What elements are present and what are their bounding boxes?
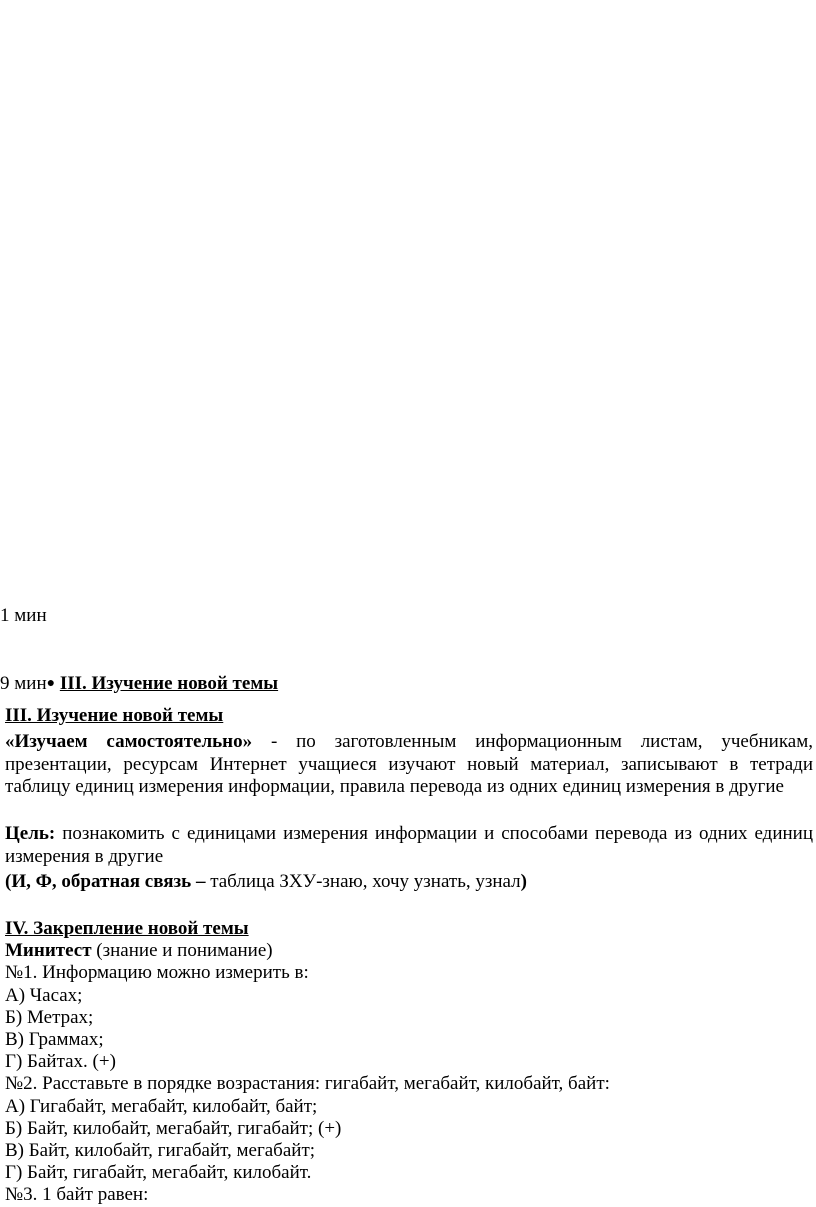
list-item: №2. Расставьте в порядке возрастания: гигабайт, мегабайт, килобайт, байт: — [5, 1073, 610, 1095]
list-item: А) Гигабайт, мегабайт, килобайт, байт; — [5, 1095, 318, 1117]
timing-one-min: 1 мин — [0, 605, 47, 626]
list-item: Б) Байт, килобайт, мегабайт, гигабайт; (+) — [5, 1117, 342, 1139]
list-item: А) Часах; — [5, 984, 83, 1006]
assessment-bold: (И, Ф, обратная связь – — [5, 871, 211, 892]
lead-bold: «Изучаем самостоятельно» — [5, 731, 253, 752]
bullet-icon: ● — [46, 676, 56, 691]
list-item: В) Байт, килобайт, гигабайт, мегабайт; — [5, 1140, 316, 1162]
minitest-text: (знание и понимание) — [91, 940, 273, 962]
timing-row — [0, 673, 278, 695]
assessment-close: ) — [520, 871, 527, 892]
goal-label: Цель: — [5, 823, 56, 844]
assessment-line — [5, 871, 527, 893]
section4-block — [5, 918, 813, 1207]
section3-heading: III. Изучение новой темы — [5, 705, 224, 726]
section3-heading-inline: III. Изучение новой темы — [59, 673, 279, 694]
list-item: Б) Метрах; — [5, 1006, 94, 1028]
lead-text: - по заготовленным информационным листам, учебникам, презентации, ресурсам Интернет учащиеся изучают новый материал, записывают в тетради таблицу единиц измерения информации, правила перевода из одних единиц измерения в другие — [5, 731, 813, 797]
list-item: В) Граммах; — [5, 1029, 104, 1051]
minitest-line — [5, 940, 813, 962]
timing-nine-min: 9 мин — [0, 673, 47, 694]
list-item: №3. 1 байт равен: — [5, 1184, 149, 1206]
section4-heading: IV. Закрепление новой темы — [5, 918, 249, 939]
goal-text: познакомить с единицами измерения информации и способами перевода из одних единиц измерения в другие — [5, 823, 813, 867]
minitest-label: Минитест — [5, 940, 92, 962]
list-item: Г) Байтах. (+) — [5, 1051, 116, 1073]
list-item: Г) Байт, гигабайт, мегабайт, килобайт. — [5, 1162, 312, 1184]
section3-goal-paragraph — [5, 823, 813, 868]
section3-lead-paragraph — [5, 731, 813, 799]
assessment-text: таблица ЗХУ-знаю, хочу узнать, узнал — [210, 871, 521, 892]
list-item: №1. Информацию можно измерить в: — [5, 962, 309, 984]
